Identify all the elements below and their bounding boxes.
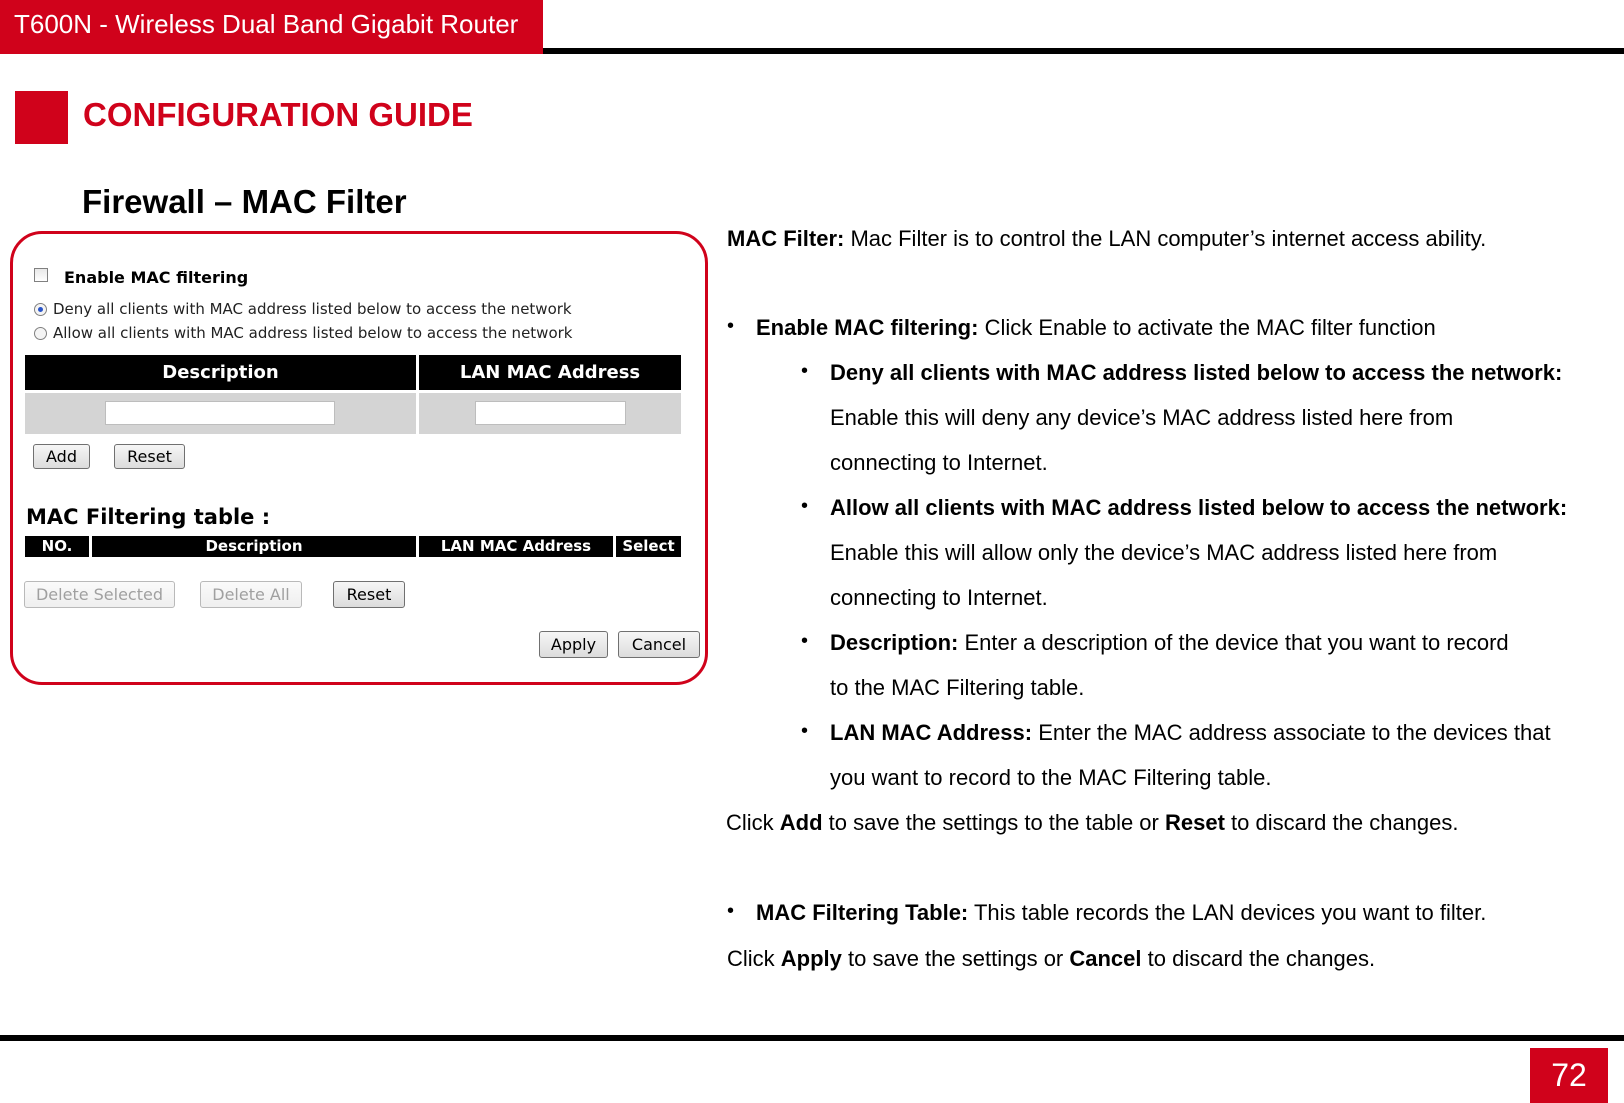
click-add-text-1: Click [726, 810, 780, 835]
allow-line-2: connecting to Internet. [830, 585, 1048, 610]
description-input[interactable] [105, 401, 335, 425]
lan-mac-input[interactable] [475, 401, 626, 425]
delete-all-button[interactable]: Delete All [200, 581, 302, 608]
enable-paragraph [756, 315, 1436, 341]
add-button[interactable]: Add [33, 444, 90, 469]
click-apply-term-apply: Apply [780, 946, 842, 971]
deny-radio-label: Deny all clients with MAC address listed below to access the network [53, 300, 572, 318]
description-cell [25, 393, 416, 434]
input-header-description: Description [25, 355, 416, 390]
bullet-enable: • [727, 315, 735, 337]
click-apply-text-3: to discard the changes. [1141, 946, 1376, 971]
click-apply-paragraph [727, 946, 1375, 972]
deny-line-2: connecting to Internet. [830, 450, 1048, 475]
enable-mac-filtering-checkbox[interactable] [34, 268, 48, 282]
allow-line-1: Enable this will allow only the device’s MAC address listed here from [830, 540, 1498, 565]
table-term: MAC Filtering Table: [756, 900, 969, 925]
table-reset-button[interactable]: Reset [333, 581, 405, 608]
section-title: Firewall – MAC Filter [82, 183, 407, 220]
table-desc: This table records the LAN devices you want to filter. [968, 900, 1487, 925]
description-desc: Enter a description of the device that you want to record [958, 630, 1509, 655]
mac-filter-desc: Mac Filter is to control the LAN computer’s internet access ability. [844, 226, 1487, 251]
bullet-description: • [801, 630, 809, 652]
click-apply-term-cancel: Cancel [1069, 946, 1142, 971]
table-header-lan-mac: LAN MAC Address [419, 536, 613, 557]
reset-button[interactable]: Reset [114, 444, 185, 469]
product-title: T600N - Wireless Dual Band Gigabit Router [14, 9, 519, 39]
click-add-text-2: to save the settings to the table or [822, 810, 1165, 835]
table-paragraph [756, 900, 1486, 926]
guide-marker [15, 91, 68, 144]
mac-filter-screenshot [10, 231, 708, 685]
bullet-table: • [727, 900, 735, 922]
click-apply-text-2: to save the settings or [841, 946, 1070, 971]
allow-term: Allow all clients with MAC address listed below to access the network: [830, 495, 1568, 520]
click-add-term-reset: Reset [1164, 810, 1225, 835]
header-rule [543, 48, 1624, 54]
click-add-text-3: to discard the changes. [1224, 810, 1459, 835]
lan-mac-desc: Enter the MAC address associate to the devices that [1032, 720, 1551, 745]
mac-filter-paragraph [727, 226, 1486, 252]
bullet-deny: • [801, 360, 809, 382]
table-header-no: NO. [25, 536, 89, 557]
description-term: Description: [830, 630, 959, 655]
mac-filter-term: MAC Filter: [727, 226, 845, 251]
document-header-tab [0, 0, 543, 54]
mac-filtering-table-title: MAC Filtering table : [26, 505, 271, 529]
description-line-2: to the MAC Filtering table. [830, 675, 1085, 700]
apply-button[interactable]: Apply [539, 631, 608, 658]
footer-rule [0, 1035, 1624, 1041]
deny-paragraph [830, 360, 1562, 386]
allow-paragraph [830, 495, 1567, 521]
guide-title: CONFIGURATION GUIDE [83, 96, 473, 133]
lan-mac-paragraph [830, 720, 1551, 746]
delete-selected-button[interactable]: Delete Selected [24, 581, 175, 608]
lan-mac-term: LAN MAC Address: [830, 720, 1033, 745]
deny-term: Deny all clients with MAC address listed below to access the network: [830, 360, 1563, 385]
click-add-term-add: Add [779, 810, 823, 835]
enable-desc: Click Enable to activate the MAC filter function [978, 315, 1436, 340]
page-number: 72 [1530, 1048, 1608, 1103]
lan-mac-line-2: you want to record to the MAC Filtering table. [830, 765, 1272, 790]
table-header-description: Description [92, 536, 416, 557]
bullet-allow: • [801, 495, 809, 517]
lan-mac-cell [419, 393, 681, 434]
deny-line-1: Enable this will deny any device’s MAC address listed here from [830, 405, 1454, 430]
click-add-paragraph [726, 810, 1459, 836]
click-apply-text-1: Click [727, 946, 781, 971]
bullet-lan-mac: • [801, 720, 809, 742]
enable-term: Enable MAC filtering: [756, 315, 979, 340]
deny-radio[interactable] [34, 303, 47, 316]
table-header-select: Select [616, 536, 681, 557]
description-paragraph [830, 630, 1509, 656]
enable-mac-filtering-label: Enable MAC filtering [64, 268, 249, 287]
allow-radio[interactable] [34, 327, 47, 340]
allow-radio-label: Allow all clients with MAC address listed below to access the network [53, 324, 573, 342]
cancel-button[interactable]: Cancel [618, 631, 700, 658]
input-header-lan-mac: LAN MAC Address [419, 355, 681, 390]
